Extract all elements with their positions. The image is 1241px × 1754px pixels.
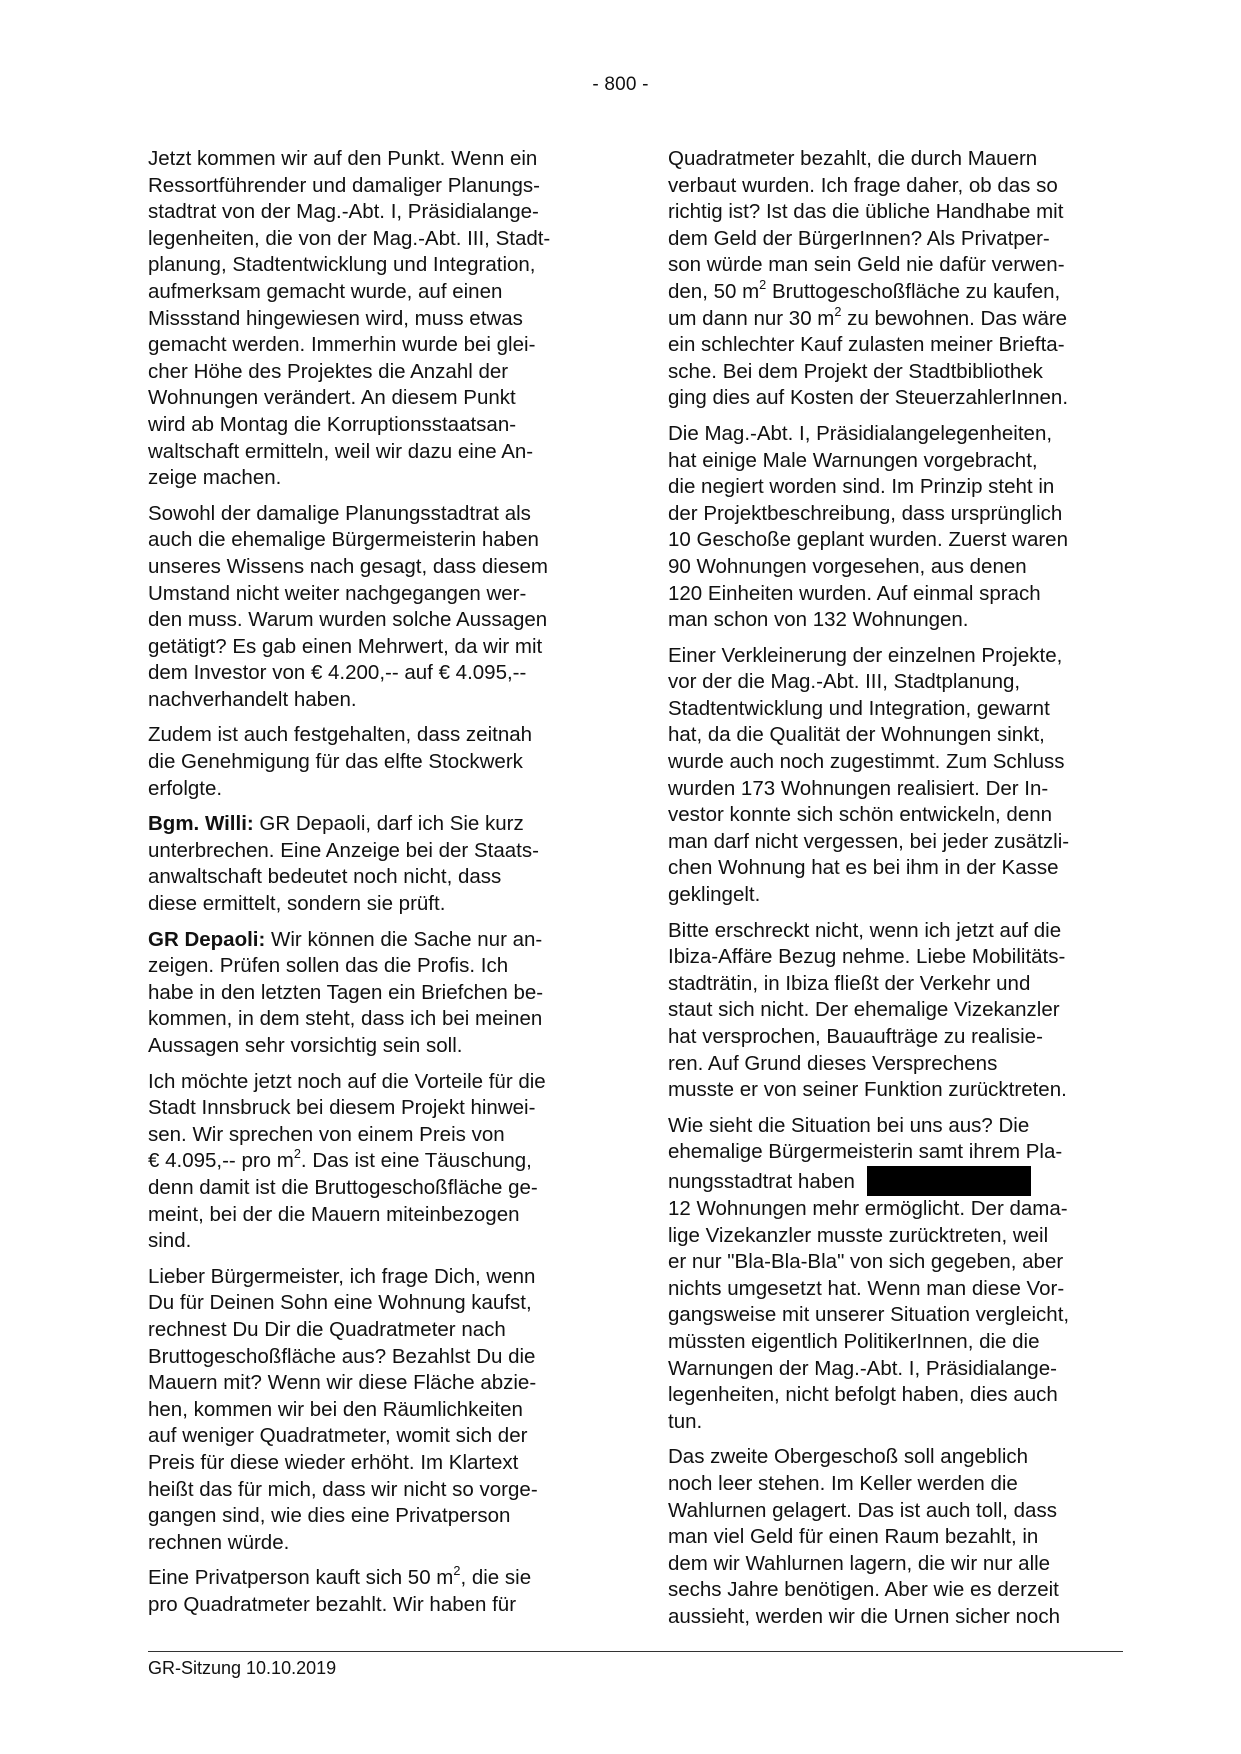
paragraph — [148, 1069, 603, 1255]
text-line: Warnungen der Mag.-Abt. I, Präsidialange- — [668, 1356, 1057, 1380]
text-line: Stadtentwicklung und Integration, gewarnt — [668, 696, 1050, 720]
text-line: nichts umgesetzt hat. Wenn man diese Vor- — [668, 1276, 1065, 1300]
text-line: gemacht werden. Immerhin wurde bei glei- — [148, 333, 536, 357]
text-line: GR Depaoli: Wir können die Sache nur an- — [148, 927, 543, 951]
text-line: hat, da die Qualität der Wohnungen sinkt, — [668, 723, 1045, 747]
paragraph — [668, 146, 1123, 412]
text-line: ehemalige Bürgermeisterin samt ihrem Pla- — [668, 1140, 1063, 1164]
text-line: noch leer stehen. Im Keller werden die — [668, 1471, 1018, 1495]
text-line: den, 50 $m^2$ Bruttogeschoßfläche zu kaufen, — [668, 276, 1061, 303]
text-line: waltschaft ermitteln, weil wir dazu eine An- — [148, 439, 534, 463]
text-line: Sowohl der damalige Planungsstadtrat als — [148, 501, 531, 525]
paragraph — [148, 722, 603, 802]
text-line: Du für Deinen Sohn eine Wohnung kaufst, — [148, 1291, 532, 1315]
text-line: Ich möchte jetzt noch auf die Vorteile für die — [148, 1069, 546, 1093]
text-line: € 4.095,-- pro $m^2$. Das ist eine Täuschung, — [148, 1146, 532, 1173]
paragraph — [668, 421, 1123, 634]
text-line: diese ermittelt, sondern sie prüft. — [148, 892, 446, 916]
text-line: dem wir Wahlurnen lagern, die wir nur alle — [668, 1551, 1051, 1575]
text-line: Ibiza-Affäre Bezug nehme. Liebe Mobilitäts- — [668, 945, 1066, 969]
speaker-name: GR Depaoli: — [148, 927, 266, 951]
text-line: die Genehmigung für das elfte Stockwerk — [148, 750, 523, 774]
paragraph — [148, 927, 603, 1060]
paragraph — [148, 1565, 603, 1618]
speaker-name: Bgm. Willi: — [148, 812, 254, 836]
text-line: heißt das für mich, dass wir nicht so vorge- — [148, 1477, 538, 1501]
text-line: erfolgte. — [148, 776, 223, 800]
text-line: wurde auch noch zugestimmt. Zum Schluss — [668, 750, 1065, 774]
text-line: son würde man sein Geld nie dafür verwen- — [668, 253, 1065, 277]
text-line: Einer Verkleinerung der einzelnen Projekte, — [668, 643, 1063, 667]
text-line: hat versprochen, Bauaufträge zu realisie- — [668, 1025, 1043, 1048]
text-line: auch die ehemalige Bürgermeisterin haben — [148, 528, 539, 552]
text-line: der Projektbeschreibung, dass ursprünglich — [668, 501, 1063, 525]
text-line: Eine Privatperson kauft sich 50 $m^2$, die sie — [148, 1563, 532, 1590]
text-line: denn damit ist die Bruttogeschoßfläche ge- — [148, 1175, 538, 1199]
text-line: rechnen würde. — [148, 1530, 290, 1554]
footer-divider — [148, 1651, 1123, 1652]
footer-session-label: GR-Sitzung 10.10.2019 — [148, 1658, 337, 1678]
text-line: man schon von 132 Wohnungen. — [668, 608, 969, 632]
text-line: ging dies auf Kosten der SteuerzahlerInnen. — [668, 386, 1069, 410]
text-line: tun. — [668, 1409, 703, 1433]
text-line: Zudem ist auch festgehalten, dass zeitnah — [148, 723, 533, 747]
text-line: unterbrechen. Eine Anzeige bei der Staats- — [148, 838, 539, 862]
text-line: gangen sind, wie dies eine Privatperson — [148, 1504, 511, 1528]
text-line: um dann nur 30 $m^2$ zu bewohnen. Das wäre — [668, 303, 1068, 330]
text-line: cher Höhe des Projektes die Anzahl der — [148, 359, 509, 383]
text-line: legenheiten, die von der Mag.-Abt. III, Stadt- — [148, 226, 551, 250]
text-line: sechs Jahre benötigen. Aber wie es derzeit — [668, 1578, 1059, 1602]
text-line: den muss. Warum wurden solche Aussagen — [148, 608, 548, 632]
paragraph — [668, 1444, 1123, 1630]
text-line: Wohnungen verändert. An diesem Punkt — [148, 386, 516, 410]
text-line: meint, bei der die Mauern miteinbezogen — [148, 1202, 520, 1226]
text-line: staut sich nicht. Der ehemalige Vizekanzler — [668, 998, 1060, 1022]
paragraph — [668, 643, 1123, 909]
text-line: habe in den letzten Tagen ein Briefchen be- — [148, 980, 544, 1004]
paragraph — [148, 501, 603, 714]
text-line: 120 Einheiten wurden. Auf einmal sprach — [668, 581, 1041, 605]
text-line: aufmerksam gemacht wurde, auf einen — [148, 279, 503, 303]
text-line: unseres Wissens nach gesagt, dass diesem — [148, 554, 548, 578]
left-column — [148, 146, 603, 1627]
text-line: rechnest Du Dir die Quadratmeter nach — [148, 1317, 506, 1341]
text-line: musste er von seiner Funktion zurücktreten. — [668, 1078, 1067, 1102]
text-line: Die Mag.-Abt. I, Präsidialangelegenheiten, — [668, 421, 1053, 445]
text-line: lige Vizekanzler musste zurücktreten, weil — [668, 1223, 1049, 1247]
text-line: ren. Auf Grund dieses Versprechens — [668, 1051, 998, 1075]
text-line: anwaltschaft bedeutet noch nicht, dass — [148, 865, 502, 889]
text-line: er nur "Bla-Bla-Bla" von sich gegeben, aber — [668, 1250, 1064, 1274]
text-line: sen. Wir sprechen von einem Preis von — [148, 1122, 505, 1146]
text-line: Wahlurnen gelagert. Das ist auch toll, dass — [668, 1498, 1057, 1522]
text-line: sche. Bei dem Projekt der Stadtbibliothek — [668, 359, 1043, 383]
text-line: hat einige Male Warnungen vorgebracht, — [668, 448, 1038, 472]
text-line: sind. — [148, 1229, 192, 1253]
text-line: vor der die Mag.-Abt. III, Stadtplanung, — [668, 670, 1021, 694]
text-line: Mauern mit? Wenn wir diese Fläche abzie- — [148, 1371, 537, 1395]
text-line: 10 Geschoße geplant wurden. Zuerst waren — [668, 528, 1068, 552]
text-line: Bgm. Willi: GR Depaoli, darf ich Sie kurz — [148, 812, 524, 836]
text-line: Wie sieht die Situation bei uns aus? Die — [668, 1113, 1030, 1137]
text-line: Bitte erschreckt nicht, wenn ich jetzt auf die — [668, 918, 1062, 942]
text-line: richtig ist? Ist das die übliche Handhabe mit — [668, 200, 1064, 224]
text-line: hen, kommen wir bei den Räumlichkeiten — [148, 1397, 523, 1421]
text-line: dem Geld der BürgerInnen? Als Privatper- — [668, 226, 1050, 250]
text-line: auf weniger Quadratmeter, womit sich der — [148, 1424, 528, 1448]
text-line: Missstand hingewiesen wird, muss etwas — [148, 306, 523, 330]
text-line: wurden 173 Wohnungen realisiert. Der In- — [668, 776, 1049, 800]
text-line: kommen, in dem steht, dass ich bei meinen — [148, 1007, 543, 1031]
text-line: Aussagen sehr vorsichtig sein soll. — [148, 1034, 463, 1057]
text-line: Umstand nicht weiter nachgegangen wer- — [148, 581, 527, 605]
right-column — [668, 146, 1123, 1639]
text-line: müssten eigentlich PolitikerInnen, die die — [668, 1329, 1040, 1353]
redaction-block — [867, 1166, 1031, 1196]
text-line: Ressortführender und damaliger Planungs- — [148, 173, 541, 197]
paragraph — [668, 918, 1123, 1104]
text-line: gangsweise mit unserer Situation vergleicht, — [668, 1303, 1070, 1327]
paragraph — [668, 1113, 1123, 1436]
text-line: Lieber Bürgermeister, ich frage Dich, wenn — [148, 1264, 536, 1288]
text-line: Bruttogeschoßfläche aus? Bezahlst Du die — [148, 1344, 536, 1368]
text-line: chen Wohnung hat es bei ihm in der Kasse — [668, 856, 1059, 880]
text-line: getätigt? Es gab einen Mehrwert, da wir mit — [148, 634, 543, 658]
text-line: vestor konnte sich schön entwickeln, denn — [668, 803, 1053, 827]
text-line: zeige machen. — [148, 466, 282, 490]
text-line: ein schlechter Kauf zulasten meiner Briefta- — [668, 333, 1065, 357]
paragraph — [148, 811, 603, 917]
paragraph — [148, 1264, 603, 1557]
text-line: aussieht, werden wir die Urnen sicher noch — [668, 1604, 1060, 1628]
text-line: stadtrat von der Mag.-Abt. I, Präsidialange- — [148, 200, 539, 224]
text-line: zeigen. Prüfen sollen das die Profis. Ich — [148, 954, 509, 978]
text-line: Preis für diese wieder erhöht. Im Klartext — [148, 1450, 519, 1474]
text-line: nungsstadtrat haben — [668, 1166, 1123, 1196]
text-line: die negiert worden sind. Im Prinzip steht in — [668, 475, 1055, 499]
text-line: stadträtin, in Ibiza fließt der Verkehr und — [668, 971, 1031, 995]
text-line: nachverhandelt haben. — [148, 687, 357, 711]
text-line: geklingelt. — [668, 883, 761, 907]
text-line: verbaut wurden. Ich frage daher, ob das so — [668, 173, 1058, 197]
text-line: Stadt Innsbruck bei diesem Projekt hinwei- — [148, 1096, 536, 1120]
text-line: legenheiten, nicht befolgt haben, dies auch — [668, 1383, 1058, 1407]
text-line: Das zweite Obergeschoß soll angeblich — [668, 1445, 1029, 1469]
text-line: man darf nicht vergessen, bei jeder zusätzli- — [668, 829, 1070, 853]
text-line: Jetzt kommen wir auf den Punkt. Wenn ein — [148, 147, 538, 170]
text-line: Quadratmeter bezahlt, die durch Mauern — [668, 147, 1038, 170]
text-line: pro Quadratmeter bezahlt. Wir haben für — [148, 1592, 517, 1616]
text-line: wird ab Montag die Korruptionsstaatsan- — [148, 412, 517, 436]
page-number: - 800 - — [592, 74, 649, 95]
text-line: dem Investor von € 4.200,-- auf € 4.095,-- — [148, 661, 527, 685]
text-line: 12 Wohnungen mehr ermöglicht. Der dama- — [668, 1196, 1068, 1220]
text-line: 90 Wohnungen vorgesehen, aus denen — [668, 554, 1027, 578]
text-line: planung, Stadtentwicklung und Integration, — [148, 253, 536, 277]
text-line: man viel Geld für einen Raum bezahlt, in — [668, 1525, 1039, 1549]
paragraph — [148, 146, 603, 492]
